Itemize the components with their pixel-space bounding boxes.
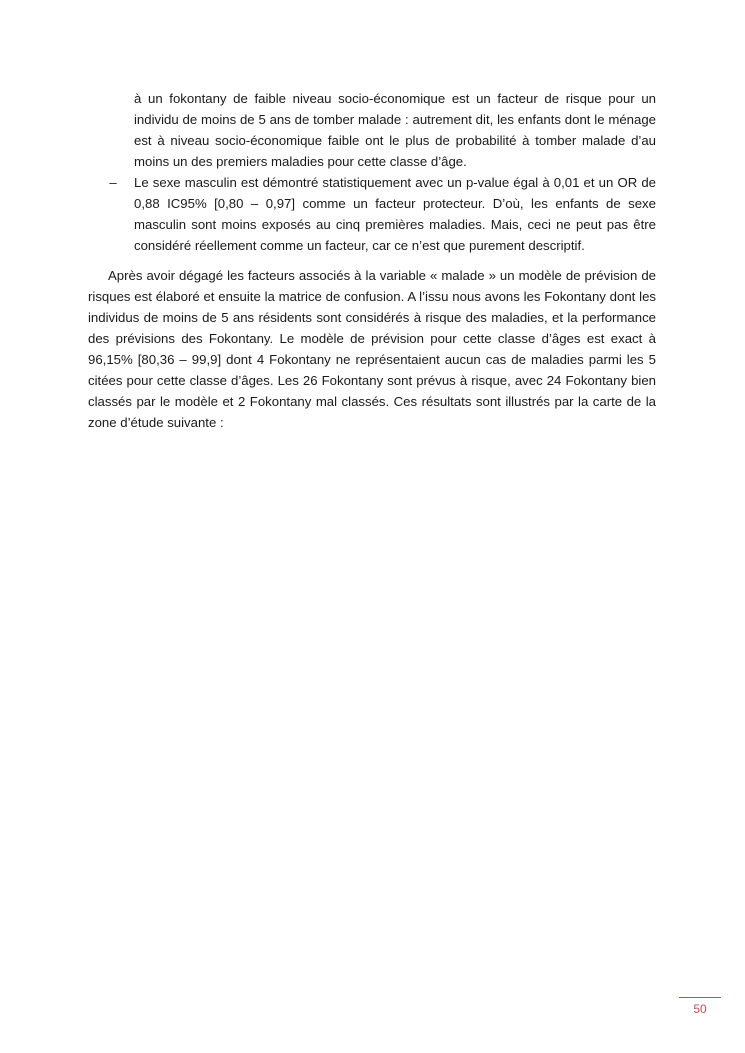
bullet-item [109,172,656,256]
body-paragraph: Après avoir dégagé les facteurs associés à la variable « malade » un modèle de prévision de risques est élaboré et ensuite la matrice de confusion. A l’issu nous avons les Fokontany dont les individus de moins de 5 ans résidents sont considérés à risque des maladies, et la performance des prévisions des Fokontany. Le modèle de prévision pour cette classe d’âges est exact à 96,15% [80,36 – 99,9] dont 4 Fokontany ne représentaient aucun cas de maladies parmi les 5 citées pour cette classe d’âges. Les 26 Fokontany sont prévus à risque, avec 24 Fokontany bien classés par le modèle et 2 Fokontany mal classés. Ces résultats sont illustrés par la carte de la zone d’étude suivante : [88,268,656,430]
footer-divider [679,997,721,998]
bullet-continuation-text: à un fokontany de faible niveau socio-économique est un facteur de risque pour un individu de moins de 5 ans de tomber malade : autrement dit, les enfants dont le ménage est à niveau socio-économique faible ont le plus de probabilité à tomber malade d’au moins un des premiers maladies pour cette classe d’âge. [134,91,656,169]
page-number: 50 [693,1002,707,1016]
dash-bullet-icon: – [109,175,117,190]
page-body [88,88,656,433]
bullet-item-text: Le sexe masculin est démontré statistiquement avec un p-value égal à 0,01 et un OR de 0,88 IC95% [0,80 – 0,97] comme un facteur protecteur. D’où, les enfants de sexe masculin sont moins exposés au cinq premières maladies. Mais, ceci ne peut pas être considéré réellement comme un facteur, car ce n’est que purement descriptif. [134,175,656,253]
